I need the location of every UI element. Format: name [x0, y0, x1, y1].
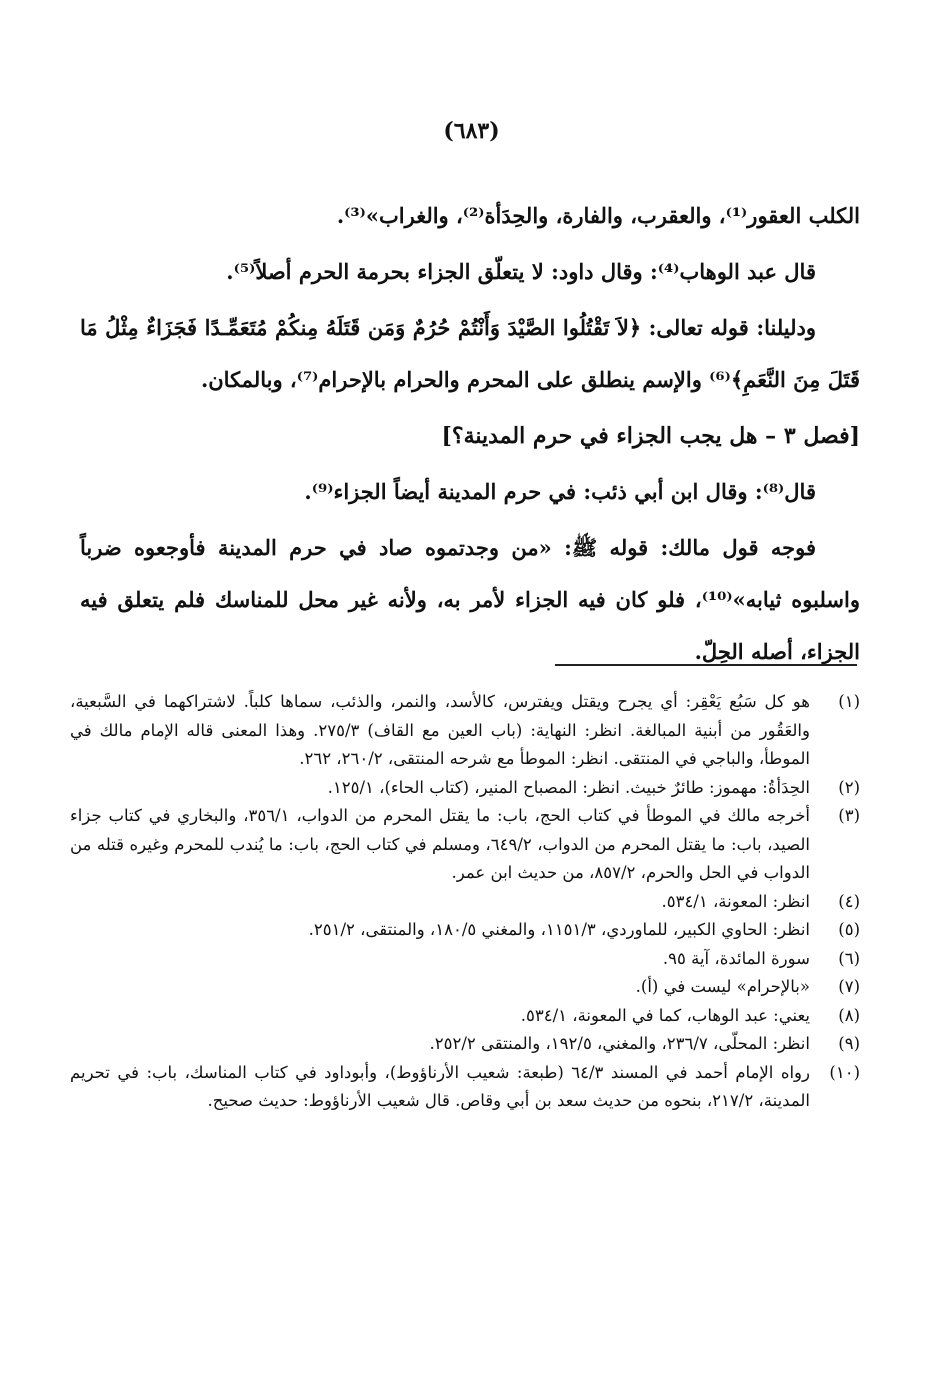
- footnote: [70, 1059, 860, 1116]
- footnote-text: سورة المائدة، آية ٩٥.: [662, 948, 810, 968]
- footnote: [70, 945, 860, 974]
- footnote-number: (٦): [838, 948, 860, 968]
- footnote-text: رواه الإمام أحمد في المسند ٦٤/٣ (طبعة: شعيب الأرناؤوط)، وأبوداود في كتاب المناسك، باب: في تحريم المدينة، ٢١٧/٢، بنحوه من حديث سعد بن أبي وقاص. قال شعيب الأرناؤوط: حديث صحيح.: [70, 1062, 810, 1110]
- footnote-number: (٩): [838, 1034, 860, 1053]
- paragraph: قال عبد الوهاب⁽⁴⁾: وقال داود: لا يتعلّق الجزاء بحرمة الحرم أصلاً⁽⁵⁾.: [226, 259, 816, 284]
- footnote: [70, 973, 860, 1002]
- footnote-number: (١): [838, 692, 860, 711]
- footnote-number: (٢): [838, 777, 860, 797]
- footnote-text: انظر: المعونة، ٥٣٤/١.: [661, 891, 810, 911]
- footnote-text: هو كل سَبُع يَعْقِر: أي يجرح ويقتل ويفترس، كالأسد، والنمر، والذئب، سماها كلباً. لاشتراكهما في السَّبعية، والعَقُور من أبنية المبالغة. انظر: النهاية: (باب العين مع القاف) ٢٧٥/٣. وهذا المعنى قاله الإمام مالك في الموطأ، والباجي في المنتقى. انظر: الموطأ مع شرحه المنتقى، ٢٦٠/٢، ٢٦٢.: [70, 692, 810, 768]
- footnote-number: (٧): [838, 977, 860, 996]
- footnote-text: انظر: الحاوي الكبير، للماوردي، ١١٥١/٣، والمغني ١٨٠/٥، والمنتقى، ٢٥١/٢.: [308, 920, 810, 939]
- footnote-text: «بالإحرام» ليست في (أ).: [635, 977, 810, 996]
- footnote-divider: [555, 664, 857, 666]
- footnote: [70, 888, 860, 917]
- footnote-text: انظر: المحلّى، ٢٣٦/٧، والمغني، ١٩٢/٥، والمنتقى ٢٥٢/٢.: [429, 1034, 810, 1053]
- footnote-number: (٥): [838, 920, 860, 939]
- section-heading: [فصل ٣ – هل يجب الجزاء في حرم المدينة؟]: [441, 423, 860, 449]
- paragraph: الكلب العقور⁽¹⁾، والعقرب، والفارة، والحِدَأة⁽²⁾، والغراب»⁽³⁾.: [336, 203, 860, 228]
- paragraph: فوجه قول مالك: قوله ﷺ: «من وجدتموه صاد في حرم المدينة فأوجعوه ضرباً واسلبوه ثيابه»⁽¹⁰⁾، فلو كان فيه الجزاء لأمر به، ولأنه غير محل للمناسك فلم يتعلق فيه الجزاء، أصله الحِلّ.: [80, 535, 860, 664]
- footnote: [70, 802, 860, 888]
- footnote: [70, 1002, 860, 1031]
- footnote: [70, 774, 860, 803]
- page-number: (٦٨٣): [443, 118, 500, 144]
- footnote-number: (١٠): [829, 1062, 860, 1082]
- footnote-number: (٤): [838, 891, 860, 911]
- footnote-text: الحِدَأةُ: مهموز: طائرٌ خبيث. انظر: المصباح المنير، (كتاب الحاء)، ١٢٥/١.: [327, 777, 810, 797]
- footnote-text: يعني: عبد الوهاب، كما في المعونة، ٥٣٤/١.: [520, 1005, 810, 1025]
- main-text: [80, 190, 860, 682]
- footnote-text: أخرجه مالك في الموطأ في كتاب الحج، باب: ما يقتل المحرم من الدواب، ٣٥٦/١، والبخاري في كتاب جزاء الصيد، باب: ما يقتل المحرم من الدواب، ٦٤٩/٢، ومسلم في كتاب الحج، باب: ما يُندب للمحرم وغيره قتله من الدواب في الحل والحرم، ٨٥٧/٢، من حديث ابن عمر.: [70, 806, 811, 882]
- paragraph: ودليلنا: قوله تعالى: ﴿لاَ تَقْتُلُوا الصَّيْدَ وَأَنْتُمْ حُرُمٌ وَمَن قَتَلَهُ مِنكُمْ مُتَعَمِّـدًا فَجَزَاءٌ مِثْلُ مَا قَتَلَ مِنَ النَّعَمِ﴾⁽⁶⁾ والإسم ينطلق على المحرم والحرام بالإحرام⁽⁷⁾، وبالمكان.: [80, 315, 860, 392]
- footnote: [70, 1030, 860, 1059]
- footnote-number: (٨): [838, 1005, 860, 1025]
- footnote-number: (٣): [838, 806, 860, 825]
- footnote: [70, 688, 860, 774]
- paragraph: قال⁽⁸⁾: وقال ابن أبي ذئب: في حرم المدينة أيضاً الجزاء⁽⁹⁾.: [304, 479, 816, 504]
- footnote: [70, 916, 860, 945]
- footnotes: [70, 688, 860, 1116]
